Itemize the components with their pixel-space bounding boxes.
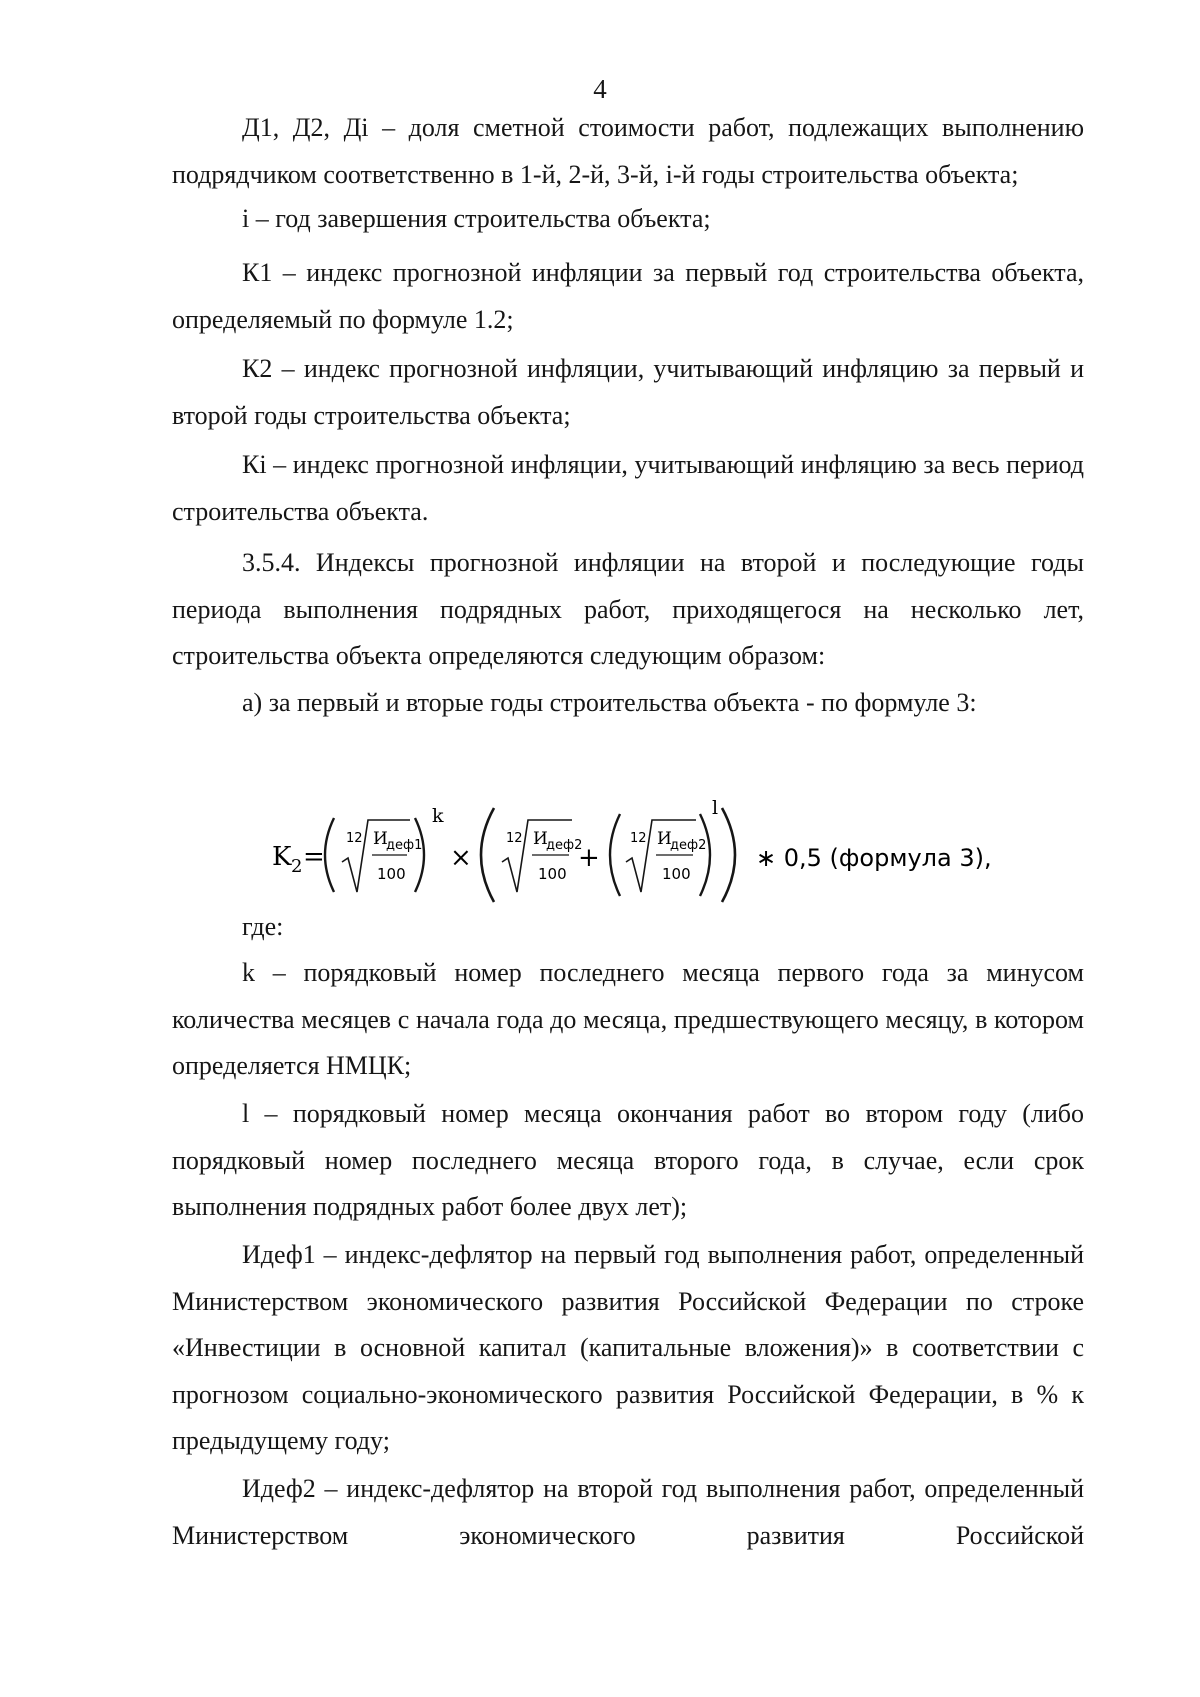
denominator-1: 100: [377, 865, 406, 883]
formula-lhs: K: [272, 842, 292, 872]
denominator-3: 100: [662, 865, 691, 883]
numerator-1-subscript: деф1: [386, 838, 423, 853]
paragraph-where: где:: [242, 912, 284, 941]
root-index-1: 12: [346, 831, 363, 846]
right-paren-big: [722, 808, 735, 902]
numerator-3-subscript: деф2: [670, 838, 707, 853]
paragraph-k1: К1 – индекс прогнозной инфляции за первый год строительства объекта, определяемый по формуле 1.2;: [172, 258, 1084, 334]
exponent-k: k: [432, 805, 444, 827]
numerator-1: И: [373, 829, 388, 849]
formula-lhs-subscript: 2: [291, 856, 303, 877]
formula-tail: ∗ 0,5 (формула 3),: [756, 844, 992, 872]
formula-equals: =: [303, 842, 325, 872]
paragraph-k-definition: k – порядковый номер последнего месяца первого года за минусом количества месяцев с начала года до месяца, предшествующего месяцу, в котором определяется НМЦК;: [172, 958, 1084, 1080]
right-paren-3: [700, 814, 710, 896]
formula-times: ×: [450, 843, 472, 873]
numerator-2-subscript: деф2: [546, 838, 583, 853]
left-paren-1: [325, 818, 334, 892]
paragraph-l-definition: l – порядковый номер месяца окончания работ во втором году (либо порядковый номер последнего месяца второго года, в случае, если срок выполнения подрядных работ более двух лет);: [172, 1099, 1084, 1221]
left-paren-big: [481, 808, 494, 902]
paragraph-3-5-4: 3.5.4. Индексы прогнозной инфляции на второй и последующие годы периода выполнения подрядных работ, приходящегося на несколько лет, строительства объекта определяются следующим образом:: [172, 548, 1084, 670]
root-index-3: 12: [630, 831, 647, 846]
paragraph-i-year: i – год завершения строительства объекта;: [242, 204, 711, 233]
numerator-3: И: [657, 829, 672, 849]
right-paren-1: [415, 818, 424, 892]
exponent-l: l: [712, 800, 719, 819]
paragraph-d-shares: Д1, Д2, Дi – доля сметной стоимости работ, подлежащих выполнению подрядчиком соответственно в 1-й, 2-й, 3-й, i-й годы строительства объекта;: [172, 113, 1084, 189]
denominator-2: 100: [538, 865, 567, 883]
formula-plus: +: [578, 843, 600, 873]
paragraph-k2: К2 – индекс прогнозной инфляции, учитывающий инфляцию за первый и второй годы строительства объекта;: [172, 354, 1084, 430]
numerator-2: И: [533, 829, 548, 849]
page-number: 4: [593, 74, 607, 104]
paragraph-ki: Кi – индекс прогнозной инфляции, учитывающий инфляцию за весь период строительства объекта.: [172, 450, 1084, 526]
root-index-2: 12: [506, 831, 523, 846]
paragraph-ideflator1: Идеф1 – индекс-дефлятор на первый год выполнения работ, определенный Министерством экономического развития Российской Федерации по строке «Инвестиции в основной капитал (капитальные вложения)» в соответствии с прогнозом социально-экономического развития Российской Федерации, в % к предыдущему году;: [172, 1240, 1084, 1455]
left-paren-3: [610, 814, 620, 896]
formula-3: [272, 800, 1032, 910]
paragraph-ideflator2: Идеф2 – индекс-дефлятор на второй год выполнения работ, определенный Министерством экономического развития Российской: [172, 1474, 1084, 1550]
paragraph-formula-intro: а) за первый и вторые годы строительства объекта - по формуле 3:: [242, 688, 977, 717]
